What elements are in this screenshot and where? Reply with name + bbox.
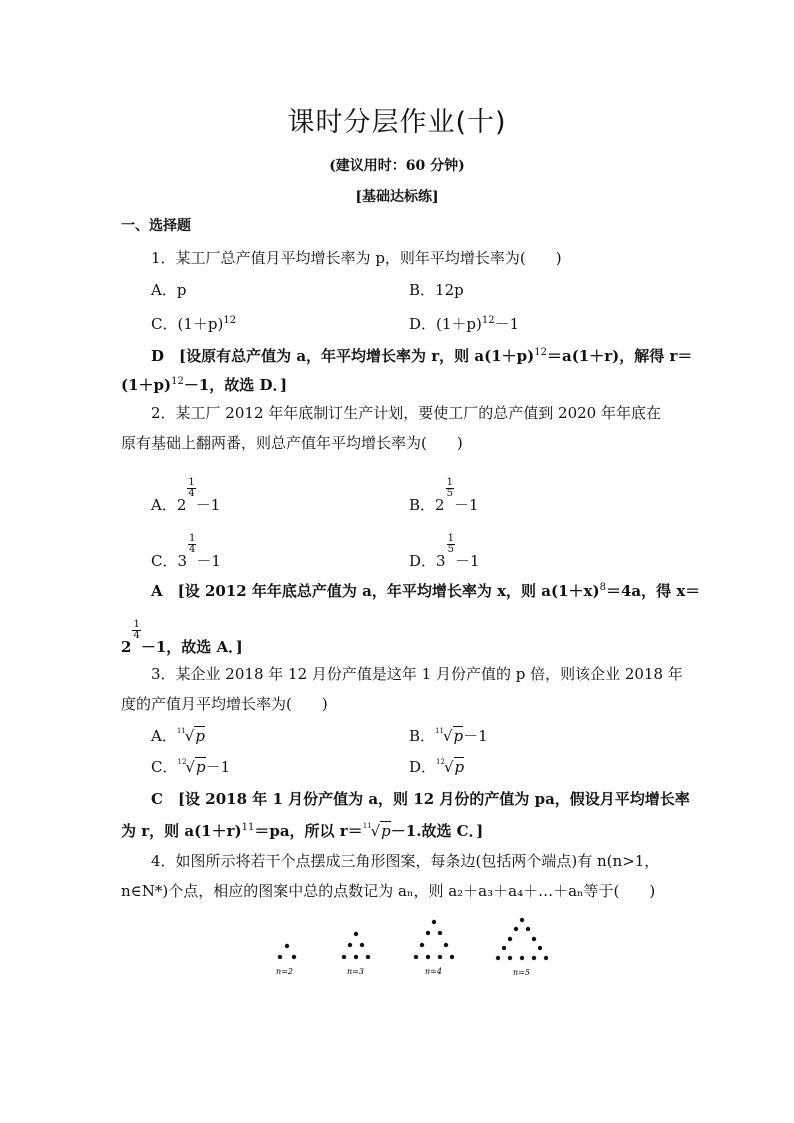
q2-option-a: A．2 $\frac{1}{4}$ －1 <box>151 477 221 514</box>
q1-option-c: C．$(1+p)^{12}$ <box>151 315 237 333</box>
q3-option-a: A．$^{11}$√p <box>151 727 205 745</box>
q3-answer-line1: C [设 2018 年 1 月份产值为 a，则 12 月份的产值为 pa，假设月平均增长率 <box>151 790 690 808</box>
page-title: 课时分层作业(十) <box>287 107 507 138</box>
q3-option-c: C．$^{12}$√p－1 <box>151 758 231 776</box>
label-n4: n=4 <box>425 967 442 976</box>
label-n3: n=3 <box>347 967 364 976</box>
q3-answer-line2: 为 r，则 $a(1+r)^{11}=pa$，所以 r＝$^{11}$√p－1.故选 C．] <box>121 822 484 840</box>
section-label: [基础达标练] <box>355 189 439 205</box>
q2-answer-line2: 2 $\frac{1}{4}$ －1，故选 A．] <box>121 619 243 656</box>
triangle-n5 <box>496 918 548 977</box>
q4-stem-line2: n∈N*)个点，相应的图案中总的点数记为 aₙ，则 a₂＋a₃＋a₄＋…＋aₙ等于( ) <box>121 882 656 900</box>
q2-option-c: C．3 $\frac{1}{4}$ －1 <box>151 533 221 570</box>
q1-answer-line1: D [设原有总产值为 a，年平均增长率为 r，则 $a(1+p)^{12}=a(1+r)$，解得 r＝ <box>151 347 693 365</box>
q1-option-a: A．p <box>151 281 187 299</box>
label-n5: n=5 <box>513 968 530 977</box>
q3-option-d: D．$^{12}$√p <box>409 758 465 776</box>
q2-answer-line1: A [设 2012 年年底总产值为 a，年平均增长率为 x，则 $a(1+x)^8=4a$，得 x＝ <box>151 582 701 600</box>
q2-option-d: D．3 $\frac{1}{5}$ －1 <box>409 533 480 570</box>
q2-stem-line1: 2．某工厂 2012 年年底制订生产计划，要使工厂的总产值到 2020 年年底在 <box>151 404 661 422</box>
triangle-n4 <box>414 920 454 976</box>
q1-answer-line2: $(1+p)^{12}-1$，故选 D．] <box>121 376 288 394</box>
q4-stem-line1: 4．如图所示将若干个点摆成三角形图案，每条边(包括两个端点)有 n(n>1， <box>151 852 660 870</box>
triangle-n3 <box>342 932 370 976</box>
q3-stem-line1: 3．某企业 2018 年 12 月份产值是这年 1 月份产值的 p 倍，则该企业 2018 年 <box>151 665 683 683</box>
q1-stem: 1．某工厂总产值月平均增长率为 p，则年平均增长率为( ) <box>151 249 562 267</box>
triangle-n2 <box>276 944 296 976</box>
q2-stem-line2: 原有基础上翻两番，则总产值年平均增长率为( ) <box>121 434 463 452</box>
q2-option-b: B．2 $\frac{1}{5}$ －1 <box>409 477 479 514</box>
q3-stem-line2: 度的产值月平均增长率为( ) <box>121 695 328 713</box>
q1-option-d: D．$(1+p)^{12}-1$ <box>409 315 520 333</box>
triangle-dot-figure <box>268 912 568 982</box>
q1-option-b: B．12p <box>409 281 464 299</box>
label-n2: n=2 <box>276 967 293 976</box>
q3-option-b: B．$^{11}$√p－1 <box>409 727 488 745</box>
suggested-time: (建议用时：60 分钟) <box>329 158 465 174</box>
part-heading: 一、选择题 <box>121 218 191 234</box>
